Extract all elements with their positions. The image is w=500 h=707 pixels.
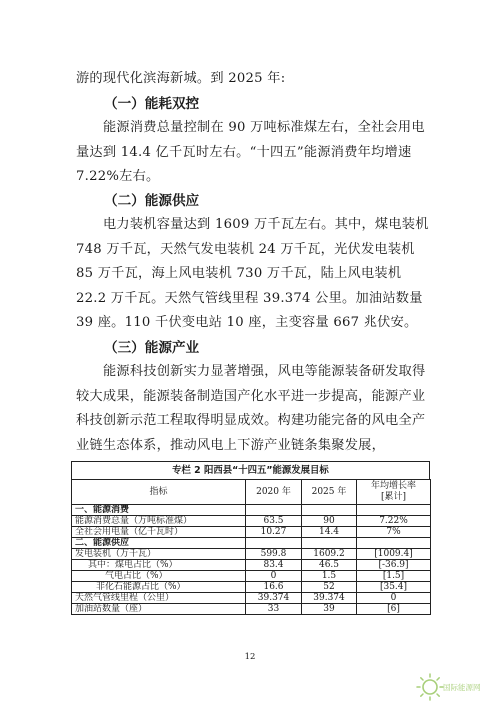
page-number: 12 (244, 652, 256, 662)
row-value-2025: 1609.2 (302, 549, 357, 560)
row-value-2020: 63.5 (246, 516, 302, 527)
watermark-logo (415, 672, 497, 702)
paragraph-energy-control: 能源消费总量控制在 90 万吨标准煤左右，全社会用电量达到 14.4 亿千瓦时左右。“十四五”能源消费年均增速 7.22%左右。 (76, 120, 425, 185)
row-value-2020: 16.6 (246, 582, 302, 593)
section-heading-energy-industry: （三）能源产业 (104, 340, 200, 356)
table-row (72, 549, 431, 560)
paragraph-energy-supply: 电力装机容量达到 1609 万千瓦左右。其中，煤电装机 748 万千瓦，天然气发电装机 24 万千瓦，光伏发电装机 85 万千瓦，海上风电装机 730 万千瓦，陆上风电装机 22.2 万千瓦。天然气管线里程 39.374 公里。加油站数量 39 座。110 千伏变电站 10 座，主变容量 667 兆伏安。 (76, 217, 429, 331)
table-section-row (72, 505, 431, 516)
row-value-2020: 10.27 (246, 527, 302, 538)
row-growth: [35.4] (357, 582, 431, 593)
row-growth: [6] (357, 604, 431, 615)
row-value-2020: 599.8 (246, 549, 302, 560)
table-title: 专栏 2 阳西县“十四五”能源发展目标 (71, 461, 430, 479)
table-row (72, 593, 431, 604)
table-row (72, 560, 431, 571)
row-value-2025: 46.5 (302, 560, 357, 571)
row-value-2025: 52 (302, 582, 357, 593)
row-value-2020: 83.4 (246, 560, 302, 571)
row-label: 其中：煤电占比（%） (72, 560, 246, 571)
row-value-2025: 14.4 (302, 527, 357, 538)
sun-logo-icon (415, 672, 445, 702)
row-growth: 7% (357, 527, 431, 538)
table-row (72, 604, 431, 615)
row-label: 非化石能源占比（%） (72, 582, 246, 593)
row-label: 加油站数量（座） (72, 604, 246, 615)
row-label: 能源消费总量（万吨标准煤） (72, 516, 246, 527)
row-value-2020: 39.374 (246, 593, 302, 604)
paragraph-energy-industry: 能源科技创新实力显著增强，风电等能源装备研发取得较大成果，能源装备制造国产化水平进一步提高，能源产业科技创新示范工程取得明显成效。构建功能完备的风电全产业链生态体系，推动风电上下游产业链条集聚发展， (76, 364, 426, 453)
header-indicator: 指标 (72, 480, 246, 505)
header-growth (357, 480, 431, 505)
row-value-2025: 1.5 (302, 571, 357, 582)
header-2020: 2020 年 (246, 480, 302, 505)
table-row (72, 571, 431, 582)
row-growth: [1009.4] (357, 549, 431, 560)
row-label: 全社会用电量（亿千瓦时） (72, 527, 246, 538)
row-growth: [1.5] (357, 571, 431, 582)
table-row (72, 582, 431, 593)
energy-targets-table (71, 461, 430, 615)
table-header-row (72, 480, 431, 505)
row-label: 天然气管线里程（公里） (72, 593, 246, 604)
row-value-2025: 39 (302, 604, 357, 615)
row-value-2025: 90 (302, 516, 357, 527)
row-value-2020: 33 (246, 604, 302, 615)
row-growth: [-36.9] (357, 560, 431, 571)
row-growth: 7.22% (357, 516, 431, 527)
section-heading-energy-supply: （二）能源供应 (104, 193, 200, 209)
row-value-2025: 39.374 (302, 593, 357, 604)
table-row (72, 516, 431, 527)
section-label: 一、能源消费 (72, 505, 246, 516)
row-growth: 0 (357, 593, 431, 604)
header-2025: 2025 年 (302, 480, 357, 505)
section-label: 二、能源供应 (72, 538, 246, 549)
row-value-2020: 0 (246, 571, 302, 582)
table-row (72, 527, 431, 538)
header-growth-line2: [累计] (380, 492, 407, 502)
table-section-row (72, 538, 431, 549)
header-growth-line1: 年均增长率 (370, 481, 416, 491)
section-heading-energy-control: （一）能耗双控 (104, 96, 200, 112)
row-label: 发电装机（万千瓦） (72, 549, 246, 560)
paragraph-continuation: 游的现代化滨海新城。到 2025 年: (76, 71, 286, 86)
row-label: 气电占比（%） (72, 571, 246, 582)
watermark-text: 国际能源网 (443, 683, 481, 692)
